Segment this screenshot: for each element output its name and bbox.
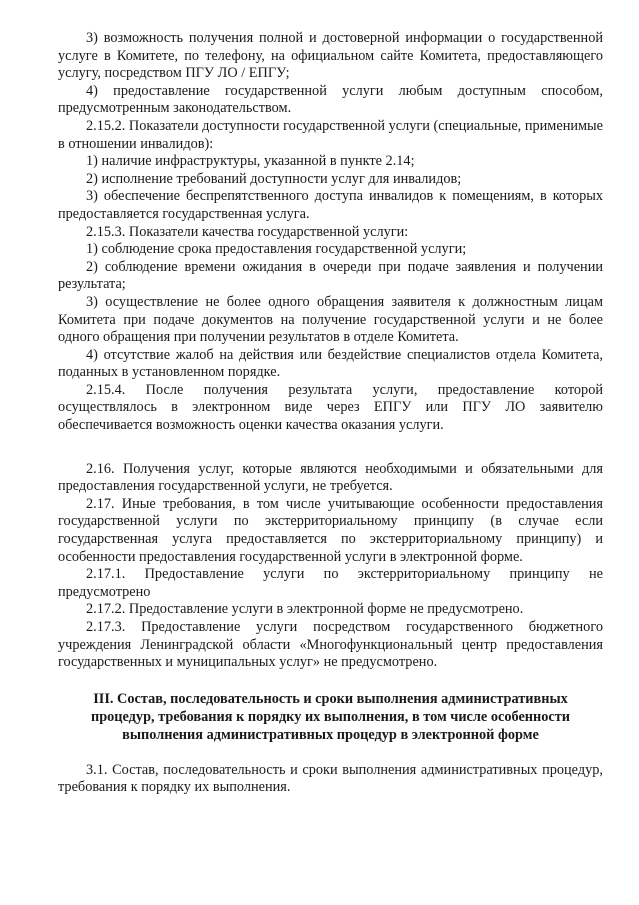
paragraph: 3) осуществление не более одного обращения заявителя к должностным лицам Комитета при подаче документов на получение государственной услуги и не более одного обращения при получении результатов в отделе Комитета. bbox=[58, 293, 603, 346]
spacer bbox=[58, 435, 603, 461]
block-accessibility-quality bbox=[58, 30, 603, 435]
paragraph: 2.16. Получения услуг, которые являются необходимыми и обязательными для предоставления государственной услуги, не требуется. bbox=[58, 460, 603, 495]
paragraph: 2.17.2. Предоставление услуги в электронной форме не предусмотрено. bbox=[86, 601, 524, 618]
paragraph: 1) соблюдение срока предоставления государственной услуги; bbox=[86, 241, 467, 258]
paragraph: 1) наличие инфраструктуры, указанной в пункте 2.14; bbox=[86, 153, 415, 170]
paragraph: 3) обеспечение беспрепятственного доступа инвалидов к помещениям, в которых предоставляется государственная услуга. bbox=[58, 188, 603, 222]
paragraph: 2.17.1. Предоставление услуги по экстерриториальному принципу не предусмотрено bbox=[58, 566, 603, 600]
paragraph: 4) предоставление государственной услуги любым доступным способом, предусмотренным законодательством. bbox=[58, 82, 603, 117]
block-section-3 bbox=[58, 762, 603, 797]
paragraph: 2) исполнение требований доступности услуг для инвалидов; bbox=[86, 170, 462, 187]
paragraph: 3.1. Состав, последовательность и сроки выполнения административных процедур, требования к порядку их выполнения. bbox=[58, 761, 603, 796]
section-title: III. Состав, последовательность и сроки выполнения административных процедур, требования к порядку их выполнения, в том числе особенности выполнения административных процедур в электронной форме bbox=[90, 690, 571, 743]
paragraph: 2.17. Иные требования, в том числе учитывающие особенности предоставления государственной услуги по экстерриториальному принципу (в случае если государственная услуга предоставляется по экстерриториальному принципу) и особенности предоставления государственной услуги в электронной форме. bbox=[58, 495, 603, 565]
block-other-requirements bbox=[58, 461, 603, 672]
paragraph: 2.15.4. После получения результата услуги, предоставление которой осуществлялось в электронном виде через ЕПГУ или ПГУ ЛО заявителю обеспечивается возможность оценки качества оказания услуги. bbox=[58, 381, 603, 434]
paragraph: 4) отсутствие жалоб на действия или бездействие специалистов отдела Комитета, поданных в установленном порядке. bbox=[58, 346, 603, 381]
spacer bbox=[58, 672, 603, 690]
paragraph: 2.17.3. Предоставление услуги посредством государственного бюджетного учреждения Ленинградской области «Многофункциональный центр предоставления государственных и муниципальных услуг» не предусмотрено. bbox=[58, 619, 603, 671]
paragraph: 2) соблюдение времени ожидания в очереди при подаче заявления и получении результата; bbox=[58, 258, 603, 293]
paragraph: 2.15.3. Показатели качества государственной услуги: bbox=[86, 223, 409, 240]
paragraph: 3) возможность получения полной и достоверной информации о государственной услуге в Комитете, по телефону, на официальном сайте Комитета, предоставляющего услугу, посредством ПГУ ЛО / ЕПГУ; bbox=[58, 30, 603, 82]
spacer bbox=[58, 744, 603, 762]
paragraph: 2.15.2. Показатели доступности государственной услуги (специальные, применимые в отношении инвалидов): bbox=[58, 117, 603, 152]
